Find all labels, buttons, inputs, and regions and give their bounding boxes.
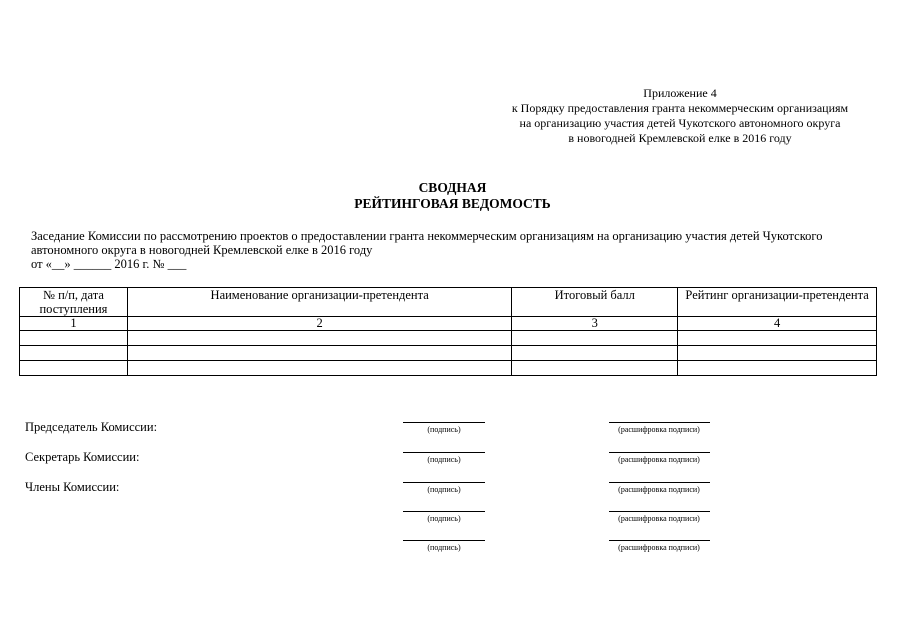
header-rating: Рейтинг организации-претендента	[678, 288, 877, 317]
decoding-caption: (расшифровка подписи)	[618, 514, 700, 523]
table-cell	[512, 346, 678, 361]
table-cell	[678, 331, 877, 346]
meeting-intro	[31, 229, 861, 271]
intro-date-line: от «__» ______ 2016 г. № ___	[31, 257, 187, 271]
title-line-1: СВОДНАЯ	[418, 180, 487, 195]
signature-caption: (подпись)	[427, 543, 461, 552]
title-line-2: РЕЙТИНГОВАЯ ВЕДОМОСТЬ	[354, 196, 551, 211]
signature-caption: (подпись)	[427, 485, 461, 494]
column-number-row	[20, 317, 877, 331]
appendix-line: к Порядку предоставления гранта некоммерческим организациям	[511, 101, 849, 115]
header-organization-name: Наименование организации-претендента	[127, 288, 511, 317]
intro-line-2: автономного округа в новогодней Кремлевской елке в 2016 году	[31, 243, 373, 257]
decoding-caption: (расшифровка подписи)	[618, 485, 700, 494]
secretary-label: Секретарь Комиссии:	[25, 450, 140, 464]
decoding-line	[609, 422, 710, 423]
table-header-row	[20, 288, 877, 317]
table-cell	[127, 346, 511, 361]
signature-line	[403, 511, 485, 512]
appendix-line: в новогодней Кремлевской елке в 2016 году	[568, 131, 792, 145]
column-number: 1	[20, 317, 128, 331]
column-number: 2	[127, 317, 511, 331]
signature-line	[403, 540, 485, 541]
signature-line	[403, 482, 485, 483]
decoding-caption: (расшифровка подписи)	[618, 455, 700, 464]
document-title	[0, 180, 905, 212]
decoding-line	[609, 482, 710, 483]
table-cell	[127, 331, 511, 346]
decoding-line	[609, 540, 710, 541]
column-number: 4	[678, 317, 877, 331]
table-cell	[127, 361, 511, 376]
decoding-line	[609, 452, 710, 453]
header-total-score: Итоговый балл	[512, 288, 678, 317]
table-cell	[20, 331, 128, 346]
appendix-line: Приложение 4	[643, 86, 717, 100]
signature-caption: (подпись)	[427, 455, 461, 464]
appendix-note	[480, 86, 880, 146]
table-row	[20, 361, 877, 376]
column-number: 3	[512, 317, 678, 331]
decoding-caption: (расшифровка подписи)	[618, 543, 700, 552]
signature-caption: (подпись)	[427, 425, 461, 434]
signature-line	[403, 452, 485, 453]
signature-line	[403, 422, 485, 423]
chairman-label: Председатель Комиссии:	[25, 420, 158, 434]
rating-table	[19, 287, 877, 376]
header-number-date: № п/п, дата поступления	[20, 288, 128, 317]
table-cell	[678, 361, 877, 376]
decoding-caption: (расшифровка подписи)	[618, 425, 700, 434]
table-row	[20, 346, 877, 361]
table-cell	[512, 361, 678, 376]
table-cell	[678, 346, 877, 361]
appendix-line: на организацию участия детей Чукотского автономного округа	[519, 116, 841, 130]
decoding-line	[609, 511, 710, 512]
intro-line-1: Заседание Комиссии по рассмотрению проектов о предоставлении гранта некоммерческим организациям на организацию участия детей Чукотского	[31, 229, 823, 243]
table-cell	[20, 361, 128, 376]
table-cell	[512, 331, 678, 346]
members-label: Члены Комиссии:	[25, 480, 120, 494]
table-cell	[20, 346, 128, 361]
table-row	[20, 331, 877, 346]
signature-caption: (подпись)	[427, 514, 461, 523]
